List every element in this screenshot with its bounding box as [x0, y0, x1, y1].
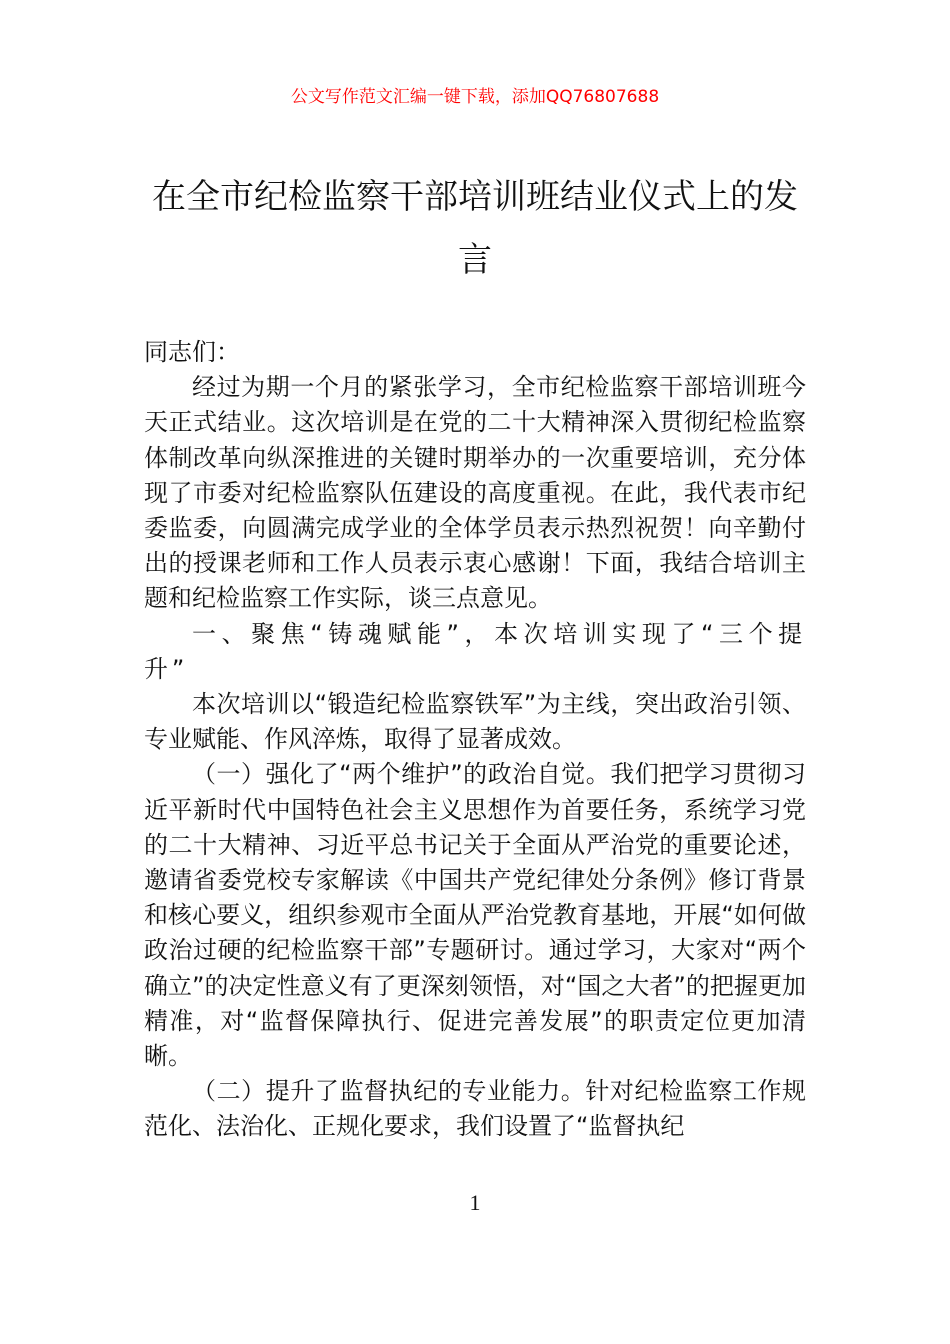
paragraph: （二）提升了监督执纪的专业能力。针对纪检监察工作规范化、法治化、正规化要求，我们设置了“监督执纪	[144, 1077, 806, 1141]
download-banner[interactable]: 公文写作范文汇编一键下载，添加QQ76807688	[290, 87, 660, 107]
page-title: 在全市纪检监察干部培训班结业仪式上的发言	[152, 177, 798, 280]
section-heading: 一、聚焦“铸魂赋能”，本次培训实现了“三个提升”	[144, 619, 806, 683]
document-body	[144, 335, 806, 1145]
paragraph: （一）强化了“两个维护”的政治自觉。我们把学习贯彻习近平新时代中国特色社会主义思想作为首要任务，系统学习党的二十大精神、习近平总书记关于全面从严治党的重要论述，邀请省委党校专家解读《中国共产党纪律处分条例》修订背景和核心要义，组织参观市全面从严治党教育基地，开展“如何做政治过硬的纪检监察干部”专题研讨。通过学习，大家对“两个确立”的决定性意义有了更深刻领悟，对“国之大者”的把握更加精准，对“监督保障执行、促进完善发展”的职责定位更加清晰。	[144, 760, 806, 1071]
salutation: 同志们：	[144, 338, 240, 366]
page-number: 1	[469, 1190, 481, 1215]
paragraph: 本次培训以“锻造纪检监察铁军”为主线，突出政治引领、专业赋能、作风淬炼，取得了显著成效。	[144, 690, 806, 754]
paragraph: 经过为期一个月的紧张学习，全市纪检监察干部培训班今天正式结业。这次培训是在党的二十大精神深入贯彻纪检监察体制改革向纵深推进的关键时期举办的一次重要培训，充分体现了市委对纪检监察队伍建设的高度重视。在此，我代表市纪委监委，向圆满完成学业的全体学员表示热烈祝贺！向辛勤付出的授课老师和工作人员表示衷心感谢！下面，我结合培训主题和纪检监察工作实际，谈三点意见。	[144, 373, 806, 613]
